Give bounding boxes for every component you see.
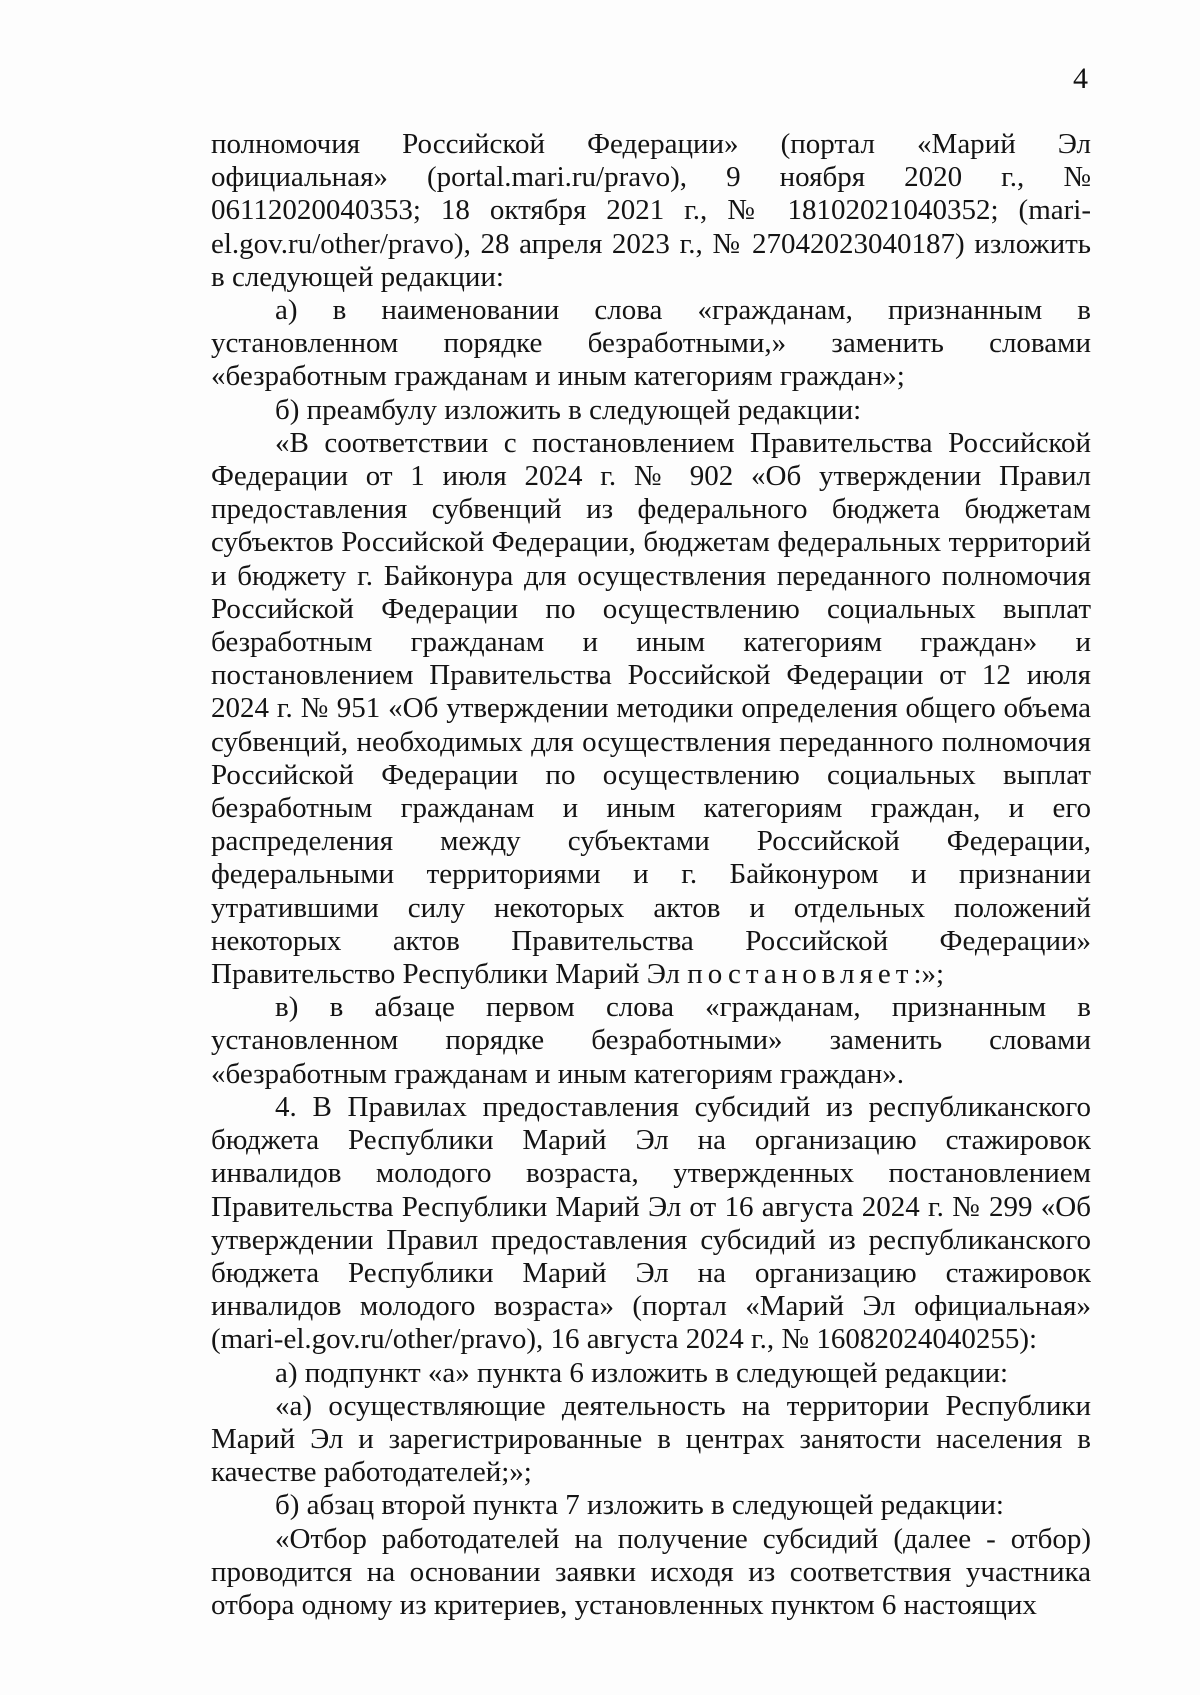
paragraph: «а) осуществляющие деятельность на территории Республики Марий Эл и зарегистрированные в центрах занятости населения в качестве работодателей;»; — [211, 1389, 1091, 1489]
paragraph-tail: :»; — [913, 958, 945, 991]
page-number: 4 — [1073, 62, 1088, 95]
paragraph: а) подпункт «а» пункта 6 изложить в следующей редакции: — [275, 1356, 1009, 1389]
paragraph: в) в абзаце первом слова «гражданам, признанным в установленном порядке безработными» заменить словами «безработным гражданам и иным категориям граждан». — [211, 991, 1091, 1090]
paragraph: б) абзац второй пункта 7 изложить в следующей редакции: — [275, 1489, 1004, 1522]
paragraph-text: «В соответствии с постановлением Правительства Российской Федерации от 1 июля 2024 г. № 902 «Об утверждении Правил предоставления субвенций из федерального бюджета бюджетам субъектов Российской Федерации, бюджетам федеральных территорий и бюджету г. Байконура для осуществления переданного полномочия Российской Федерации по осуществлению социальных выплат безработным гражданам и иным категориям граждан» и постановлением Правительства Российской Федерации от 12 июля 2024 г. № 951 «Об утверждении методики определения общего объема субвенций, необходимых для осуществления переданного полномочия Российской Федерации по осуществлению социальных выплат безработным гражданам и иным категориям граждан, и его распределения между субъектами Российской Федерации, федеральными территориями и г. Байконуром и признании утратившими силу некоторых актов и отдельных положений некоторых актов Правительства Российской Федерации» Правительство Республики Марий Эл — [211, 426, 1091, 991]
document-body — [211, 128, 1091, 1622]
paragraph: «Отбор работодателей на получение субсидий (далее - отбор) проводится на основании заявки исходя из соответствия участника отбора одному из критериев, установленных пунктом 6 настоящих — [211, 1522, 1091, 1621]
paragraph: полномочия Российской Федерации» (портал «Марий Эл официальная» (portal.mari.ru/pravo), 9 ноября 2020 г., № 06112020040353; 18 октября 2021 г., № 18102021040352; (mari-el.gov.ru/other/pravo), 28 апреля 2023 г., № 27042023040187) изложить в следующей редакции: — [211, 128, 1091, 293]
paragraph: 4. В Правилах предоставления субсидий из республиканского бюджета Республики Марий Эл на организацию стажировок инвалидов молодого возраста, утвержденных постановлением Правительства Республики Марий Эл от 16 августа 2024 г. № 299 «Об утверждении Правил предоставления субсидий из республиканского бюджета Республики Марий Эл на организацию стажировок инвалидов молодого возраста» (портал «Марий Эл официальная» (mari-el.gov.ru/other/pravo), 16 августа 2024 г., № 16082024040255): — [211, 1090, 1091, 1356]
spaced-word: постановляет — [687, 958, 914, 991]
paragraph: а) в наименовании слова «гражданам, признанным в установленном порядке безработными,» заменить словами «безработным гражданам и иным категориям граждан»; — [211, 294, 1091, 393]
paragraph: б) преамбулу изложить в следующей редакции: — [275, 393, 862, 426]
paragraph — [211, 427, 1091, 991]
